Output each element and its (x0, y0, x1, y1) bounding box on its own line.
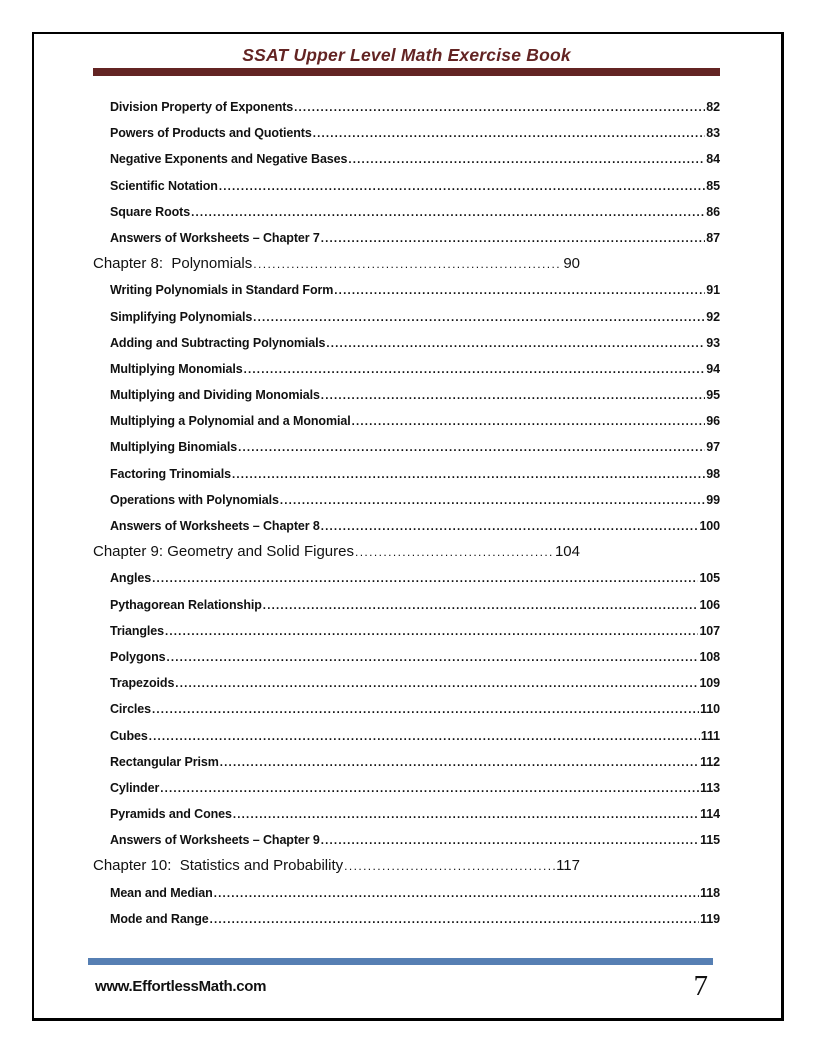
toc-entry-label: Answers of Worksheets – Chapter 7 (110, 230, 320, 245)
toc-entry-row (93, 775, 720, 801)
toc-entry-label: Multiplying Binomials (110, 440, 238, 455)
toc-entry-label: Mode and Range (110, 911, 209, 926)
toc-entry-label: Scientific Notation (110, 178, 218, 193)
dot-leader (149, 729, 700, 743)
toc-entry-label: Adding and Subtracting Polynomials (110, 335, 326, 350)
toc-chapter-row (93, 251, 580, 277)
toc-entry-row (93, 225, 720, 251)
toc-entry-label: Triangles (110, 623, 164, 638)
toc-page-number: 114 (700, 807, 720, 822)
toc-entry-label: Chapter 8: Polynomials (93, 255, 253, 273)
dot-leader (166, 650, 698, 664)
dot-leader (321, 388, 705, 402)
toc-page-number: 113 (700, 780, 720, 795)
document-page (32, 32, 784, 1021)
dot-leader (280, 493, 705, 507)
dot-leader (233, 807, 699, 821)
dot-leader (326, 336, 705, 350)
table-of-contents (93, 94, 720, 932)
toc-entry-label: Chapter 9: Geometry and Solid Figures (93, 543, 354, 561)
toc-entry-row (93, 696, 720, 722)
dot-leader (344, 857, 555, 874)
toc-entry-label: Writing Polynomials in Standard Form (110, 283, 334, 298)
toc-entry-label: Square Roots (110, 204, 191, 219)
page-number: 7 (693, 970, 708, 1002)
toc-entry-row (93, 487, 720, 513)
toc-page-number: 115 (700, 833, 720, 848)
toc-entry-row (93, 146, 720, 172)
toc-entry-label: Factoring Trinomials (110, 466, 231, 481)
dot-leader (238, 440, 705, 454)
toc-chapter-row (93, 853, 580, 879)
toc-entry-row (93, 618, 720, 644)
toc-page-number: 111 (700, 728, 720, 743)
dot-leader (334, 283, 705, 297)
toc-entry-label: Polygons (110, 649, 166, 664)
toc-entry-label: Mean and Median (110, 885, 213, 900)
toc-entry-label: Cubes (110, 728, 148, 743)
toc-entry-label: Simplifying Polynomials (110, 309, 253, 324)
toc-entry-label: Multiplying Monomials (110, 361, 243, 376)
toc-entry-row (93, 382, 720, 408)
toc-entry-label: Chapter 10: Statistics and Probability (93, 857, 344, 875)
toc-page-number: 93 (706, 335, 720, 350)
toc-entry-row (93, 565, 720, 591)
toc-entry-label: Trapezoids (110, 676, 175, 691)
toc-entry-label: Rectangular Prism (110, 754, 219, 769)
toc-entry-label: Answers of Worksheets – Chapter 8 (110, 519, 320, 533)
toc-entry-row (93, 880, 720, 906)
dot-leader (352, 414, 706, 428)
dot-leader (220, 755, 699, 769)
toc-page-number: 105 (699, 571, 720, 586)
toc-page-number: 104 (554, 543, 580, 561)
toc-entry-label: Answers of Worksheets – Chapter 9 (110, 833, 320, 848)
toc-entry-row (93, 513, 720, 539)
toc-entry-row (93, 330, 720, 356)
dot-leader (313, 126, 706, 140)
dot-leader (152, 571, 698, 585)
toc-entry-row (93, 94, 720, 120)
toc-page-number: 97 (706, 440, 720, 455)
toc-page-number: 117 (556, 857, 580, 875)
toc-entry-row (93, 592, 720, 618)
dot-leader (321, 833, 699, 847)
dot-leader (244, 362, 706, 376)
toc-entry-row (93, 173, 720, 199)
toc-page-number: 85 (706, 178, 720, 193)
dot-leader (214, 886, 699, 900)
toc-entry-row (93, 749, 720, 775)
toc-page-number: 91 (706, 283, 720, 298)
toc-entry-row (93, 801, 720, 827)
toc-entry-row (93, 356, 720, 382)
toc-entry-row (93, 906, 720, 932)
toc-entry-row (93, 644, 720, 670)
book-title: SSAT Upper Level Math Exercise Book (242, 45, 571, 65)
toc-page-number: 98 (706, 466, 720, 481)
toc-page-number: 82 (706, 100, 720, 114)
dot-leader (321, 231, 706, 245)
toc-entry-row (93, 827, 720, 853)
toc-entry-row (93, 199, 720, 225)
toc-entry-label: Division Property of Exponents (110, 100, 294, 114)
toc-page-number: 106 (699, 597, 720, 612)
toc-entry-label: Powers of Products and Quotients (110, 126, 312, 141)
toc-entry-row (93, 408, 720, 434)
toc-entry-row (93, 461, 720, 487)
dot-leader (219, 179, 705, 193)
dot-leader (253, 310, 705, 324)
toc-page-number: 87 (706, 230, 720, 245)
toc-page-number: 84 (706, 152, 720, 167)
toc-entry-label: Multiplying a Polynomial and a Monomial (110, 414, 351, 429)
toc-entry-label: Angles (110, 571, 152, 586)
toc-page-number: 107 (699, 623, 720, 638)
header-rule (93, 68, 720, 76)
dot-leader (232, 467, 705, 481)
dot-leader (348, 152, 705, 166)
dot-leader (160, 781, 699, 795)
dot-leader (152, 702, 699, 716)
page-header (93, 45, 720, 76)
toc-entry-row (93, 304, 720, 330)
toc-page-number: 110 (700, 702, 720, 717)
toc-page-number: 94 (706, 361, 720, 376)
toc-entry-row (93, 120, 720, 146)
toc-entry-row (93, 434, 720, 460)
toc-page-number: 119 (700, 911, 720, 926)
toc-entry-row (93, 723, 720, 749)
dot-leader (263, 598, 699, 612)
toc-chapter-row (93, 539, 580, 565)
toc-entry-label: Negative Exponents and Negative Bases (110, 152, 348, 167)
dot-leader (210, 912, 700, 926)
toc-entry-label: Pythagorean Relationship (110, 597, 262, 612)
toc-page-number: 92 (706, 309, 720, 324)
toc-page-number: 109 (699, 676, 720, 691)
toc-entry-label: Pyramids and Cones (110, 807, 232, 822)
toc-page-number: 86 (706, 204, 720, 219)
toc-entry-label: Cylinder (110, 780, 160, 795)
toc-page-number: 83 (706, 126, 720, 141)
toc-page-number: 96 (706, 414, 720, 429)
toc-page-number: 95 (706, 388, 720, 403)
dot-leader (253, 255, 562, 272)
toc-page-number: 108 (699, 649, 720, 664)
toc-page-number: 90 (563, 255, 580, 273)
toc-entry-label: Multiplying and Dividing Monomials (110, 388, 320, 403)
toc-page-number: 99 (706, 492, 720, 507)
toc-entry-row (93, 670, 720, 696)
toc-entry-label: Circles (110, 702, 151, 717)
dot-leader (191, 205, 705, 219)
toc-page-number: 112 (700, 754, 720, 769)
footer-rule (88, 958, 713, 965)
page-footer (93, 958, 720, 1001)
dot-leader (355, 543, 554, 560)
toc-page-number: 118 (700, 885, 720, 900)
dot-leader (294, 100, 705, 114)
dot-leader (165, 624, 698, 638)
toc-entry-row (93, 277, 720, 303)
toc-entry-label: Operations with Polynomials (110, 492, 279, 507)
dot-leader (321, 519, 699, 533)
dot-leader (175, 676, 698, 690)
website-text: www.EffortlessMath.com (95, 977, 267, 995)
toc-page-number: 100 (699, 519, 720, 533)
